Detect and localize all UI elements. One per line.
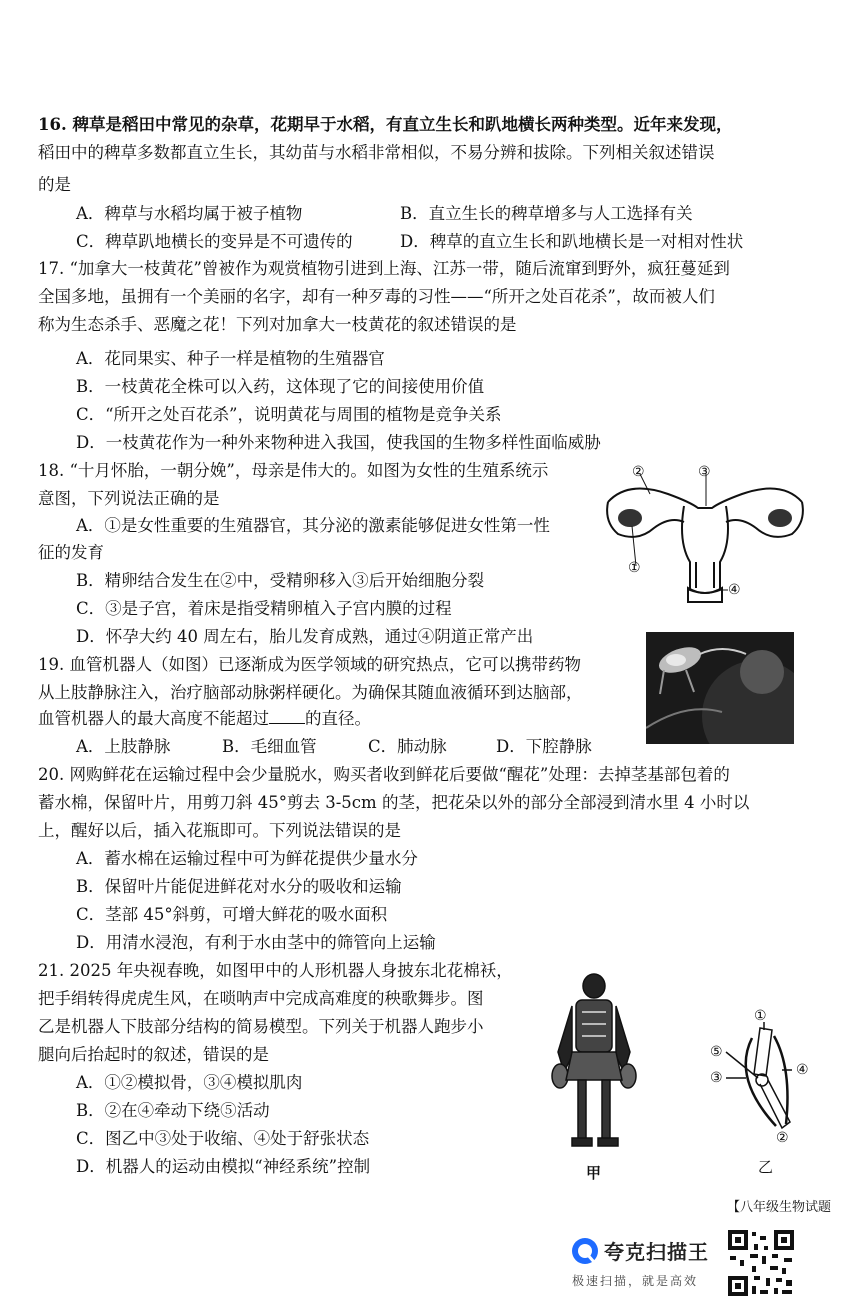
q21-line-3: 乙是机器人下肢部分结构的简易模型。下列关于机器人跑步小	[38, 1017, 484, 1036]
figure-label-3: ③	[698, 464, 711, 480]
q17-option-c: C．“所开之处百花杀”，说明黄花与周围的植物是竞争关系	[76, 405, 502, 424]
figure-label-2: ②	[632, 464, 645, 480]
q20-line-1: 20. 网购鲜花在运输过程中会少量脱水，购买者收到鲜花后要做“醒花”处理：去掉茎基部包着的	[38, 765, 730, 784]
q17-option-a: A．花同果实、种子一样是植物的生殖器官	[76, 349, 385, 368]
q17-line-3: 称为生态杀手、恶魔之花！下列对加拿大一枝黄花的叙述错误的是	[38, 315, 517, 334]
q19-line-3: 血管机器人的最大高度不能超过 的直径。	[38, 709, 371, 728]
uterus-diagram	[598, 462, 812, 610]
reproductive-system-figure	[598, 462, 812, 610]
q20-option-d: D．用清水浸泡，有利于水由茎中的筛管向上运输	[76, 933, 436, 952]
vascular-robot-image	[646, 632, 794, 744]
q21-option-b: B．②在④牵动下绕⑤活动	[76, 1101, 270, 1120]
q18-option-d: D．怀孕大约 40 周左右，胎儿发育成熟，通过④阴道正常产出	[76, 627, 534, 646]
figure-label-yi: 乙	[758, 1158, 774, 1176]
scanner-watermark	[568, 1232, 728, 1292]
q21-line-2: 把手绢转得虎虎生风，在唢呐声中完成高难度的秧歌舞步。图	[38, 989, 484, 1008]
q16-option-b: B．直立生长的稗草增多与人工选择有关	[400, 204, 693, 223]
leg-label-3: ③	[710, 1070, 723, 1086]
q19-option-b: B．毛细血管	[222, 737, 317, 756]
q21-option-a: A．①②模拟骨，③④模拟肌肉	[76, 1073, 303, 1092]
q16-line-2: 稻田中的稗草多数都直立生长，其幼苗与水稻非常相似，不易分辨和拔除。下列相关叙述错误	[38, 143, 715, 162]
q17-option-b: B．一枝黄花全株可以入药，这体现了它的间接使用价值	[76, 377, 485, 396]
q19-option-c: C．肺动脉	[368, 737, 447, 756]
q19-option-a: A．上肢静脉	[76, 737, 171, 756]
q16-option-a: A．稗草与水稻均属于被子植物	[76, 204, 303, 223]
leg-label-5: ⑤	[710, 1044, 723, 1060]
q20-line-2: 蓄水棉，保留叶片，用剪刀斜 45°剪去 3-5cm 的茎，把花朵以外的部分全部浸到清水里 4 小时以	[38, 793, 750, 812]
figure-label-4: ④	[728, 582, 741, 598]
q21-option-c: C．图乙中③处于收缩、④处于舒张状态	[76, 1129, 370, 1148]
leg-label-1: ①	[754, 1008, 767, 1024]
q18-option-c: C．③是子宫，着床是指受精卵植入子宫内膜的过程	[76, 599, 452, 618]
q17-option-d: D．一枝黄花作为一种外来物种进入我国，使我国的生物多样性面临威胁	[76, 433, 601, 452]
q17-line-2: 全国多地，虽拥有一个美丽的名字，却有一种歹毒的习性——“所开之处百花杀”，故而被人们	[38, 287, 715, 306]
humanoid-robot-drawing	[548, 972, 640, 1162]
grade-subject-tag: 【八年级生物试题	[727, 1200, 832, 1215]
q18-option-a-line-1: A．①是女性重要的生殖器官，其分泌的激素能够促进女性第一性	[76, 516, 550, 535]
q19-line-1: 19. 血管机器人（如图）已逐渐成为医学领域的研究热点，它可以携带药物	[38, 655, 581, 674]
q16-option-c: C．稗草趴地横长的变异是不可遗传的	[76, 232, 353, 251]
q19-option-d: D．下腔静脉	[496, 737, 592, 756]
scanner-logo-icon	[570, 1236, 600, 1266]
leg-model-diagram	[706, 1008, 822, 1148]
q17-line-1: 17. “加拿大一枝黄花”曾被作为观赏植物引进到上海、江苏一带，随后流窜到野外，疯狂蔓延到	[38, 259, 730, 278]
q18-option-a-line-2: 征的发育	[38, 543, 104, 562]
scanner-tagline: 极速扫描，就是高效	[572, 1274, 699, 1288]
q20-line-3: 上，醒好以后，插入花瓶即可。下列说法错误的是	[38, 821, 401, 840]
q16-line-3: 的是	[38, 175, 71, 194]
q19-line-2: 从上肢静脉注入，治疗脑部动脉粥样硬化。为确保其随血液循环到达脑部，	[38, 683, 583, 702]
leg-model-figure-yi	[706, 1008, 822, 1176]
figure-label-1: ①	[628, 560, 641, 576]
robot-figure-jia	[548, 972, 640, 1184]
q21-option-d: D．机器人的运动由模拟“神经系统”控制	[76, 1157, 371, 1176]
q20-option-b: B．保留叶片能促进鲜花对水分的吸收和运输	[76, 877, 402, 896]
q20-option-c: C．茎部 45°斜剪，可增大鲜花的吸水面积	[76, 905, 388, 924]
q20-option-a: A．蓄水棉在运输过程中可为鲜花提供少量水分	[76, 849, 418, 868]
q16-line-1: 16. 稗草是稻田中常见的杂草，花期早于水稻，有直立生长和趴地横长两种类型。近年来发现，	[38, 115, 733, 134]
q18-option-b: B．精卵结合发生在②中，受精卵移入③后开始细胞分裂	[76, 571, 485, 590]
q18-line-2: 意图，下列说法正确的是	[38, 489, 220, 508]
q21-line-4: 腿向后抬起时的叙述，错误的是	[38, 1045, 269, 1064]
q18-line-1: 18. “十月怀胎，一朝分娩”，母亲是伟大的。如图为女性的生殖系统示	[38, 461, 549, 480]
scanner-brand-name: 夸克扫描王	[604, 1240, 709, 1264]
leg-label-4: ④	[796, 1062, 809, 1078]
leg-label-2: ②	[776, 1130, 789, 1146]
q21-line-1: 21. 2025 年央视春晚，如图甲中的人形机器人身披东北花棉袄，	[38, 961, 513, 980]
answer-blank	[269, 709, 305, 724]
figure-label-jia: 甲	[586, 1164, 602, 1182]
qr-code-icon	[726, 1228, 796, 1298]
q16-option-d: D．稗草的直立生长和趴地横长是一对相对性状	[400, 232, 744, 251]
